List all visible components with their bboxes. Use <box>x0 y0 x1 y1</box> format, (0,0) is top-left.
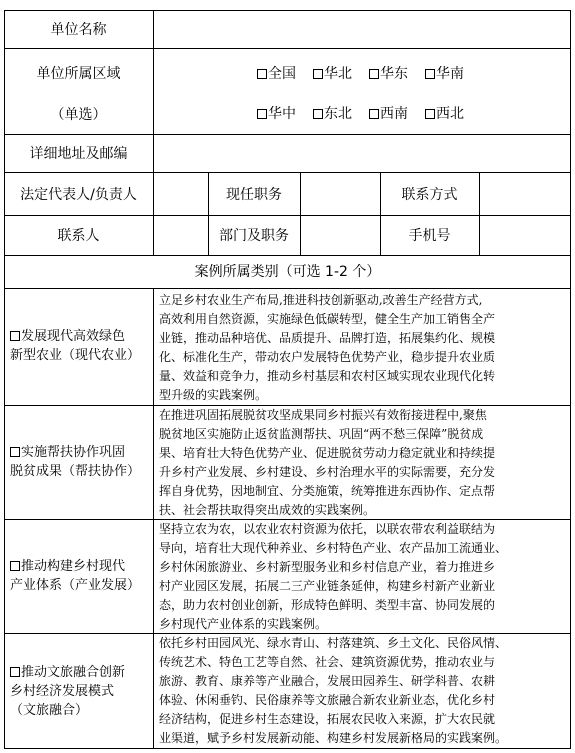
checkbox[interactable] <box>257 109 267 119</box>
mobile-label: 手机号 <box>408 228 451 244</box>
desc-line: 扶、社会帮扶取得突出成效的实践案例。 <box>159 503 376 517</box>
contact-method-field[interactable] <box>480 173 570 215</box>
category-header: 案例所属类别（可选 1-2 个） <box>194 264 381 280</box>
grid-line-h <box>4 288 571 289</box>
dept-field[interactable] <box>301 216 380 255</box>
option-label: 全国 <box>268 66 296 82</box>
category-name-line: 发展现代高效绿色 <box>21 329 126 344</box>
desc-line: 村产业园区发展，拓展二三产业链条延伸，构建乡村新产业新业 <box>159 579 496 593</box>
category-description <box>159 406 567 520</box>
option-label: 华南 <box>436 66 464 82</box>
category-description <box>159 291 567 405</box>
category-item-assistance-cooperation[interactable] <box>10 443 152 481</box>
grid-line-v <box>153 288 154 749</box>
category-name-line: 脱贫成果（帮扶协作） <box>10 464 141 479</box>
checkbox[interactable] <box>425 109 435 119</box>
desc-line: 乡村休闲旅游业、乡村新型服务业和乡村信息产业，着力推进乡 <box>159 560 496 574</box>
desc-line: 化、标准化生产，带动农户发展特色优势产业，稳步提升农业质 <box>159 350 496 364</box>
region-option-north[interactable] <box>313 66 352 82</box>
address-label: 详细地址及邮编 <box>29 146 128 162</box>
contact-person-label: 联系人 <box>57 228 100 244</box>
contact-person-field[interactable] <box>154 216 208 255</box>
desc-line: 量、效益和竞争力，推动乡村基层和农村区域实现农业现代化转 <box>159 369 496 383</box>
desc-line: 乡村现代产业体系的实践案例。 <box>159 617 328 631</box>
category-name-line: 推动文旅融合创新 <box>21 665 126 680</box>
category-description <box>159 634 567 748</box>
option-label: 西南 <box>380 106 408 122</box>
category-item-culture-tourism[interactable] <box>10 663 152 720</box>
region-label: 单位所属区域 <box>36 66 121 82</box>
option-label: 东北 <box>324 106 352 122</box>
grid-line-h <box>4 748 571 749</box>
category-name-line: 推动构建乡村现代 <box>21 559 126 574</box>
desc-line: 立足乡村农业生产布局,推进科技创新驱动,改善生产经营方式, <box>159 293 483 307</box>
legal-rep-label: 法定代表人/负责人 <box>20 187 137 203</box>
region-option-east[interactable] <box>369 66 408 82</box>
region-option-northeast[interactable] <box>313 106 352 122</box>
option-label: 华北 <box>324 66 352 82</box>
category-name-line: 实施帮扶协作巩固 <box>21 445 126 460</box>
position-field[interactable] <box>301 173 380 215</box>
contact-method-label: 联系方式 <box>401 187 458 203</box>
checkbox[interactable] <box>369 109 379 119</box>
region-option-central[interactable] <box>257 106 296 122</box>
desc-line: 升乡村产业发展、乡村建设、乡村治理水平的实际需要，充分发 <box>159 465 496 479</box>
region-option-all[interactable] <box>257 66 296 82</box>
option-label: 西北 <box>436 106 464 122</box>
category-name-line: （文旅融合） <box>10 703 89 718</box>
grid-line-h <box>4 255 571 256</box>
unit-name-field[interactable] <box>154 11 570 48</box>
category-name-line: 乡村经济发展模式 <box>10 684 115 699</box>
unit-name-label: 单位名称 <box>50 22 107 38</box>
desc-line: 坚持立农为农，以农业农村资源为依托，以联农带农利益联结为 <box>159 522 496 536</box>
checkbox[interactable] <box>10 447 20 457</box>
region-option-southwest[interactable] <box>369 106 408 122</box>
checkbox[interactable] <box>313 109 323 119</box>
category-item-modern-agriculture[interactable] <box>10 327 152 365</box>
option-label: 华中 <box>268 106 296 122</box>
option-label: 华东 <box>380 66 408 82</box>
desc-line: 脱贫地区实施防止返贫监测帮扶、巩固“两不愁三保障”脱贫成 <box>159 427 484 441</box>
category-description <box>159 520 567 634</box>
desc-line: 导向，培育壮大现代种养业、乡村特色产业、农产品加工流通业、 <box>159 541 508 555</box>
category-name-line: 新型农业（现代农业） <box>10 348 141 363</box>
checkbox[interactable] <box>257 69 267 79</box>
checkbox[interactable] <box>10 667 20 677</box>
position-label: 现任职务 <box>226 187 282 203</box>
grid-line-h <box>4 48 571 49</box>
desc-line: 在推进巩固拓展脱贫攻坚成果同乡村振兴有效衔接进程中,聚焦 <box>159 408 487 422</box>
desc-line: 依托乡村田园风光、绿水青山、村落建筑、乡土文化、民俗风情、 <box>159 636 508 650</box>
desc-line: 体验、休闲垂钓、民俗康养等文旅融合新农业新业态，优化乡村 <box>159 693 496 707</box>
checkbox[interactable] <box>10 331 20 341</box>
desc-line: 挥自身优势，因地制宜、分类施策，统筹推进东西协作、定点帮 <box>159 484 496 498</box>
desc-line: 型升级的实践案例。 <box>159 388 268 402</box>
desc-line: 高效利用自然资源，实施绿色低碳转型，健全生产加工销售全产 <box>159 312 496 326</box>
desc-line: 业链，推动品种培优、品质提升、品牌打造，拓展集约化、规模 <box>159 331 496 345</box>
desc-line: 旅游、教育、康养等产业融合，发展田园养生、研学科普、农耕 <box>159 674 496 688</box>
legal-rep-field[interactable] <box>154 173 208 215</box>
desc-line: 业渠道，赋予乡村发展新动能、构建乡村发展新格局的实践案例。 <box>159 731 508 745</box>
desc-line: 经济结构，促进乡村生态建设，拓展农民收入来源，扩大农民就 <box>159 712 496 726</box>
category-name-line: 产业体系（产业发展） <box>10 578 141 593</box>
mobile-field[interactable] <box>480 216 570 255</box>
region-option-northwest[interactable] <box>425 106 464 122</box>
address-field[interactable] <box>154 135 570 172</box>
region-option-south[interactable] <box>425 66 464 82</box>
checkbox[interactable] <box>10 561 20 571</box>
desc-line: 传统艺术、特色工艺等自然、社会、建筑资源优势，推动农业与 <box>159 655 496 669</box>
category-item-industry-development[interactable] <box>10 557 152 595</box>
checkbox[interactable] <box>425 69 435 79</box>
dept-label: 部门及职务 <box>219 228 289 244</box>
checkbox[interactable] <box>313 69 323 79</box>
checkbox[interactable] <box>369 69 379 79</box>
grid-line-v <box>570 10 571 749</box>
region-hint: （单选） <box>50 107 107 123</box>
desc-line: 态，助力农村创业创新，形成特色鲜明、类型丰富、协同发展的 <box>159 598 496 612</box>
desc-line: 果、培育壮大特色优势产业、促进脱贫劳动力稳定就业和持续提 <box>159 446 496 460</box>
